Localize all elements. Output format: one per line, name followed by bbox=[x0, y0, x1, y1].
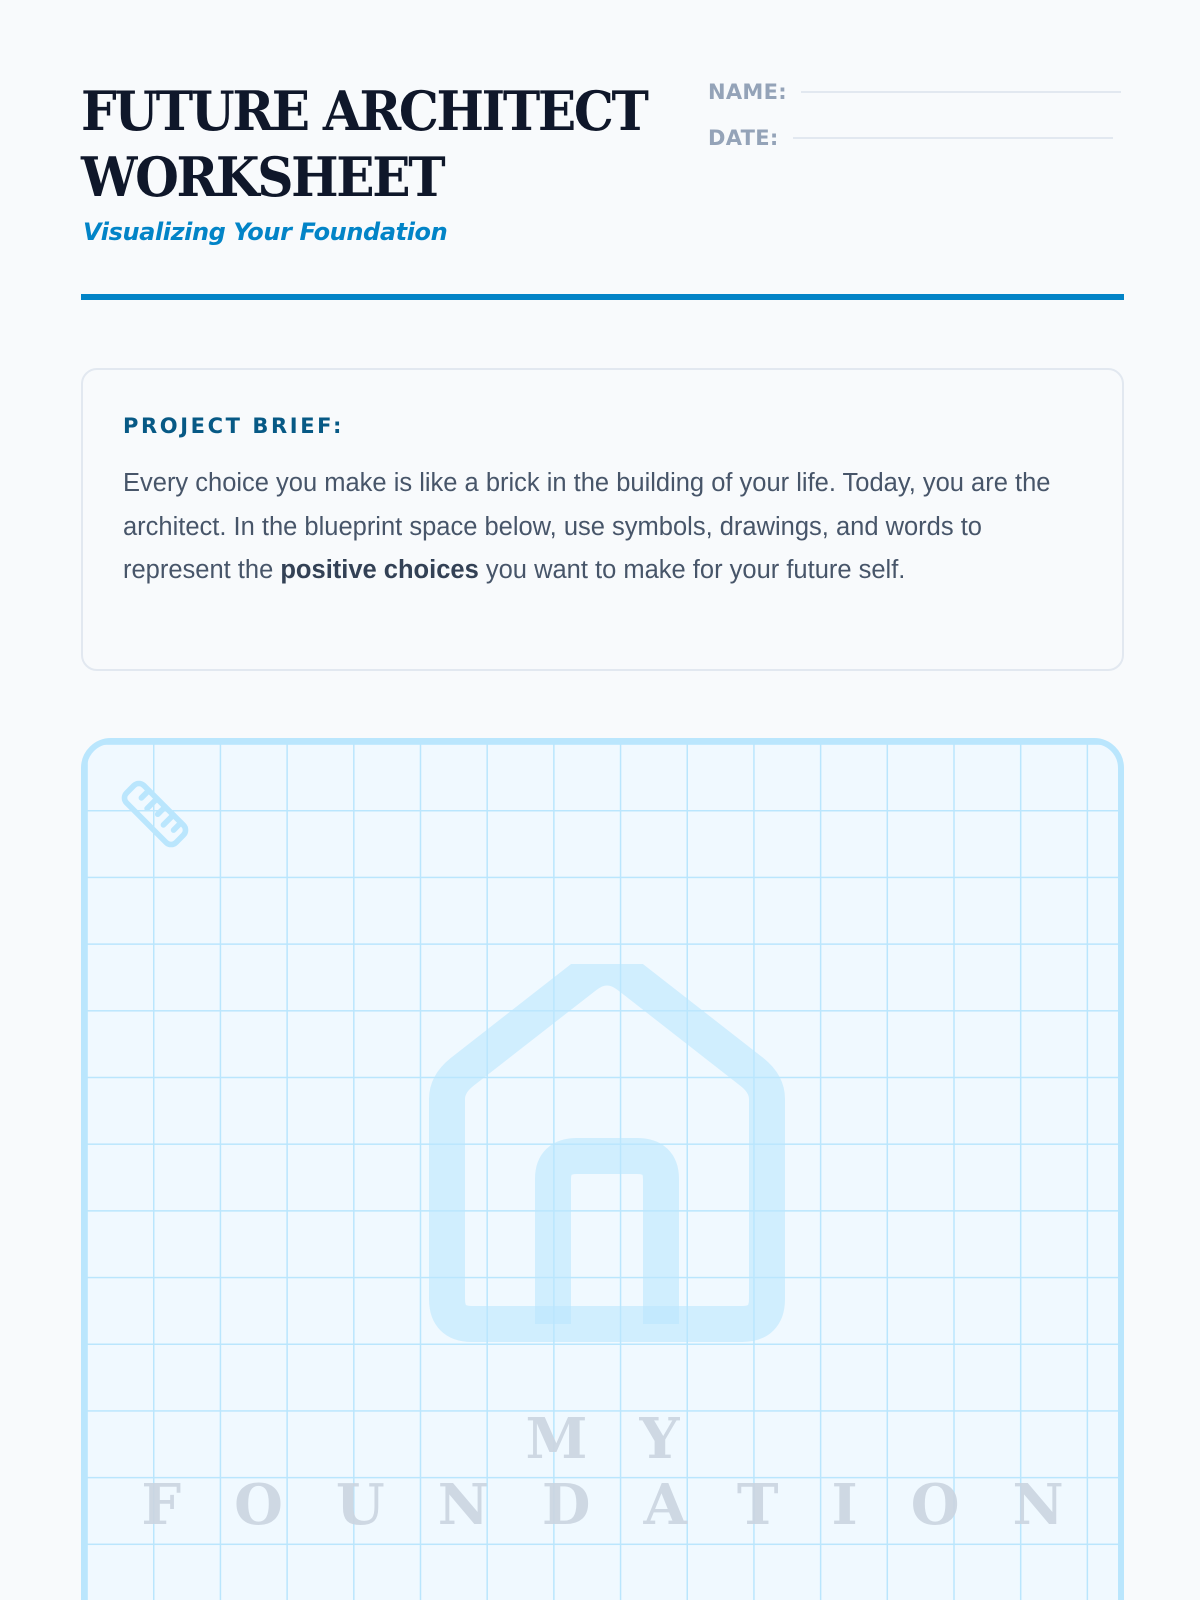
house-icon bbox=[427, 964, 787, 1344]
brief-text-end: you want to make for your future self. bbox=[478, 556, 906, 584]
name-field[interactable] bbox=[708, 80, 1121, 104]
project-brief-box bbox=[81, 368, 1124, 671]
date-field[interactable] bbox=[708, 126, 1113, 150]
title-line-1: FUTURE ARCHITECT bbox=[81, 79, 647, 143]
worksheet-header bbox=[81, 78, 1121, 308]
header-divider bbox=[81, 294, 1124, 300]
worksheet-subtitle: Visualizing Your Foundation bbox=[83, 218, 448, 246]
brief-text-emphasis: positive choices bbox=[280, 556, 479, 584]
watermark-line-2: FOUNDATION bbox=[141, 1472, 1117, 1538]
project-brief-text bbox=[123, 462, 1073, 593]
my-foundation-watermark bbox=[87, 1406, 1118, 1538]
name-line[interactable] bbox=[801, 91, 1121, 93]
date-label: DATE: bbox=[708, 126, 779, 150]
project-brief-heading: PROJECT BRIEF: bbox=[123, 414, 344, 438]
title-line-2: WORKSHEET bbox=[81, 145, 444, 209]
brief-text-start: Every choice you make is like a brick in the building of your life. Today, you are the architect. In the blueprint space below, use symbols, drawings, and words to represent the bbox=[123, 469, 1051, 584]
worksheet-title bbox=[81, 78, 647, 210]
watermark-line-1: MY bbox=[525, 1406, 732, 1472]
blueprint-drawing-area[interactable] bbox=[81, 738, 1124, 1600]
name-label: NAME: bbox=[708, 80, 787, 104]
date-line[interactable] bbox=[793, 137, 1113, 139]
ruler-icon bbox=[113, 772, 197, 856]
